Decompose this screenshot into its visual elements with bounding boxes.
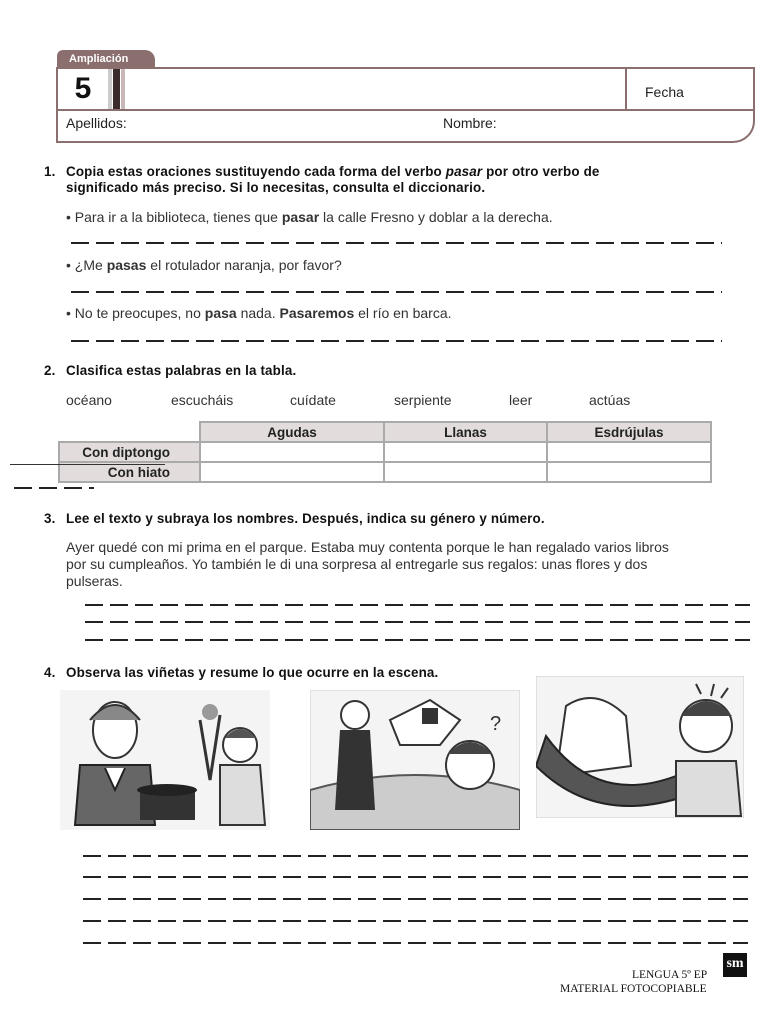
answer-line bbox=[83, 876, 748, 878]
answer-line bbox=[83, 898, 748, 900]
date-divider bbox=[625, 69, 627, 109]
answer-line bbox=[83, 920, 748, 922]
table-cell[interactable] bbox=[200, 462, 384, 482]
reading-text-line: por su cumpleaños. Yo también le di una sorpresa al entregarle sus regalos: unas flores y dos bbox=[66, 556, 648, 572]
answer-line bbox=[71, 291, 722, 293]
header-box bbox=[56, 67, 755, 143]
answer-line bbox=[83, 942, 748, 944]
header-stripe bbox=[121, 69, 125, 109]
name-label: Nombre: bbox=[443, 115, 497, 131]
exercise2-instruction: Clasifica estas palabras en la tabla. bbox=[66, 363, 297, 378]
reading-text-line: Ayer quedé con mi prima en el parque. Estaba muy contenta porque le han regalado varios libros bbox=[66, 539, 669, 555]
answer-line bbox=[71, 340, 722, 342]
answer-line bbox=[83, 855, 748, 857]
header-stripe bbox=[113, 69, 120, 109]
date-label: Fecha bbox=[645, 84, 684, 100]
surname-label: Apellidos: bbox=[66, 115, 127, 131]
word-item: serpiente bbox=[394, 392, 452, 408]
scan-artifact-line bbox=[14, 487, 94, 489]
sentence-2: • ¿Me pasas el rotulador naranja, por favor? bbox=[66, 257, 342, 273]
exercise1-instruction-line2: significado más preciso. Si lo necesitas, consulta el diccionario. bbox=[66, 180, 486, 195]
column-header: Llanas bbox=[384, 422, 547, 442]
header-divider bbox=[56, 109, 755, 111]
table-cell[interactable] bbox=[547, 462, 711, 482]
exercise2-number: 2. bbox=[44, 363, 56, 378]
ampliacion-tab: Ampliación bbox=[57, 50, 155, 68]
header-stripe bbox=[108, 69, 112, 109]
sentence-3: • No te preocupes, no pasa nada. Pasaremos el río en barca. bbox=[66, 305, 452, 321]
footer-note: MATERIAL FOTOCOPIABLE bbox=[560, 983, 707, 995]
footer-subject: LENGUA 5º EP bbox=[632, 969, 708, 981]
comic-panel-3 bbox=[536, 676, 744, 818]
exercise1-instruction: Copia estas oraciones sustituyendo cada forma del verbo pasar por otro verbo de bbox=[66, 164, 600, 179]
svg-text:?: ? bbox=[490, 713, 502, 735]
comic-panel-1 bbox=[60, 690, 270, 830]
word-item: cuídate bbox=[290, 392, 336, 408]
column-header: Agudas bbox=[200, 422, 384, 442]
answer-line bbox=[85, 639, 750, 641]
table-cell[interactable] bbox=[547, 442, 711, 462]
table-cell[interactable] bbox=[384, 462, 547, 482]
comic-panel-2 bbox=[310, 690, 520, 830]
classification-table bbox=[58, 421, 712, 483]
table-corner bbox=[59, 422, 200, 442]
word-item: escucháis bbox=[171, 392, 234, 408]
exercise3-instruction: Lee el texto y subraya los nombres. Después, indica su género y número. bbox=[66, 511, 545, 526]
column-header: Esdrújulas bbox=[547, 422, 711, 442]
row-header: Con hiato bbox=[59, 462, 200, 482]
word-item: actúas bbox=[589, 392, 631, 408]
answer-line bbox=[85, 621, 750, 623]
word-item: leer bbox=[509, 392, 533, 408]
scan-artifact-line bbox=[10, 464, 165, 465]
reading-text-line: pulseras. bbox=[66, 573, 123, 589]
exercise1-number: 1. bbox=[44, 164, 56, 179]
table-cell[interactable] bbox=[384, 442, 547, 462]
exercise4-instruction: Observa las viñetas y resume lo que ocurre en la escena. bbox=[66, 665, 439, 680]
exercise4-number: 4. bbox=[44, 665, 56, 680]
answer-line bbox=[85, 604, 750, 606]
word-item: océano bbox=[66, 392, 112, 408]
exercise3-number: 3. bbox=[44, 511, 56, 526]
row-header: Con diptongo bbox=[59, 442, 200, 462]
sm-logo: sm bbox=[723, 953, 747, 977]
answer-line bbox=[71, 242, 722, 244]
unit-number: 5 bbox=[74, 72, 92, 105]
sentence-1: • Para ir a la biblioteca, tienes que pasar la calle Fresno y doblar a la derecha. bbox=[66, 209, 553, 225]
table-cell[interactable] bbox=[200, 442, 384, 462]
